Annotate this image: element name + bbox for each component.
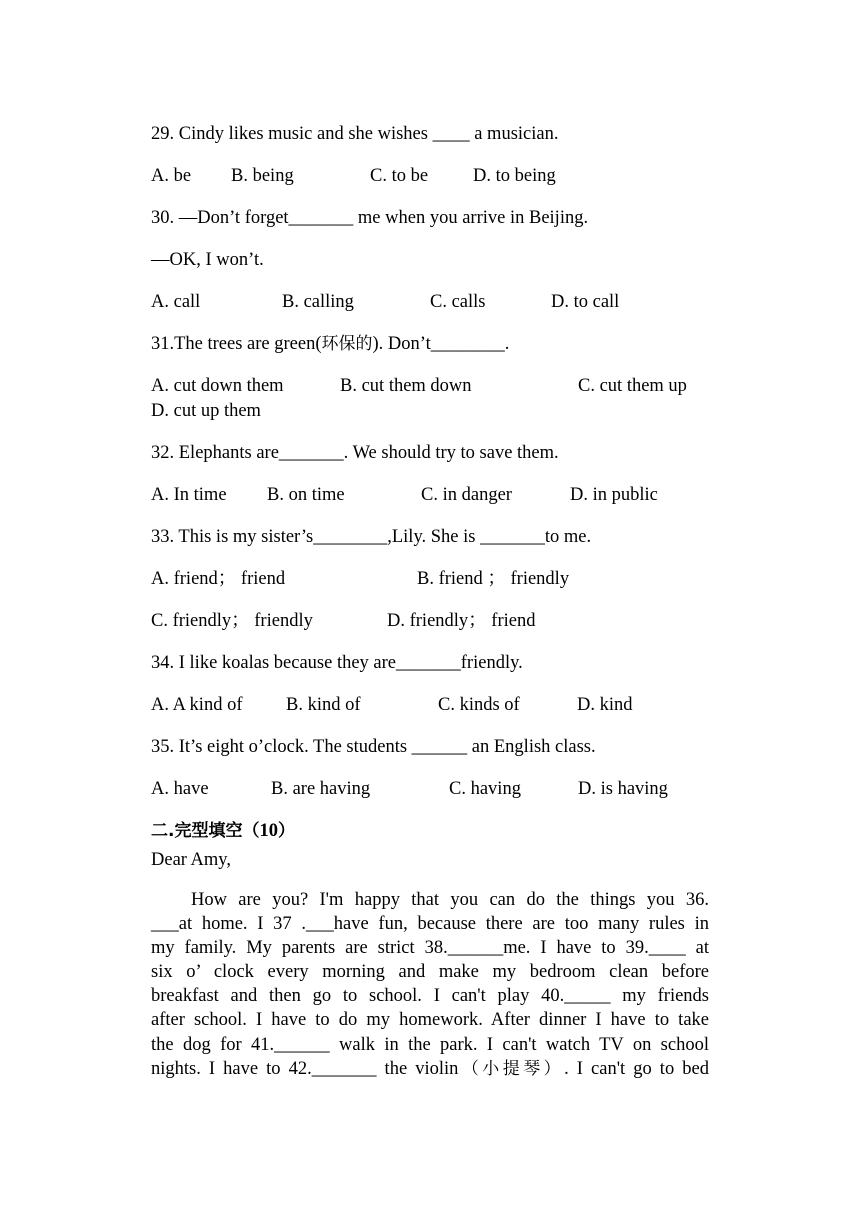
question-32-option-c: C. in danger	[421, 485, 512, 505]
letter-paragraph	[151, 888, 709, 1081]
question-33-stem: 33. This is my sister’s________,Lily. She is _______to me.	[151, 527, 592, 547]
question-30-reply: —OK, I won’t.	[151, 250, 264, 270]
question-34-option-d: D. kind	[577, 695, 633, 715]
question-35-stem: 35. It’s eight o’clock. The students ______ an English class.	[151, 737, 596, 757]
letter-line: ___at home. I 37 .___have fun, because there are too many rules in	[151, 914, 709, 935]
question-30-option-d: D. to call	[551, 292, 620, 312]
letter-last-before: nights. I have to 42._______ the violin	[151, 1058, 459, 1079]
section-title	[151, 819, 295, 843]
question-31-option-b: B. cut them down	[340, 376, 472, 396]
question-29-option-d: D. to being	[473, 166, 556, 186]
question-33-option-a: A. friend； friend	[151, 569, 286, 589]
question-35-option-c: C. having	[449, 779, 521, 799]
question-31-stem-after: ). Don’t________.	[372, 334, 510, 354]
question-29-stem: 29. Cindy likes music and she wishes ____ a musician.	[151, 124, 559, 144]
question-31-stem	[151, 332, 509, 356]
question-35-option-d: D. is having	[578, 779, 668, 799]
letter-line: six o’ clock every morning and make my bedroom clean before	[151, 962, 709, 983]
question-31-option-a: A. cut down them	[151, 376, 284, 396]
question-33-option-b: B. friend ； friendly	[417, 569, 570, 589]
question-31-option-c: C. cut them up	[578, 376, 687, 396]
question-34-option-a: A. A kind of	[151, 695, 243, 715]
question-31-option-d: D. cut up them	[151, 401, 261, 421]
question-33-option-c: C. friendly； friendly	[151, 611, 313, 631]
question-35-option-b: B. are having	[271, 779, 371, 799]
question-30-stem: 30. —Don’t forget_______ me when you arrive in Beijing.	[151, 208, 589, 228]
letter-greeting: Dear Amy,	[151, 850, 231, 870]
section-title-number: 10	[259, 821, 278, 841]
letter-line: after school. I have to do my homework. After dinner I have to take	[151, 1010, 709, 1031]
letter-line: the dog for 41.______ walk in the park. I can't watch TV on school	[151, 1034, 709, 1055]
question-35-option-a: A. have	[151, 779, 209, 799]
question-29-option-b: B. being	[231, 166, 294, 186]
question-34-stem: 34. I like koalas because they are_______friendly.	[151, 653, 523, 673]
question-32-option-d: D. in public	[570, 485, 658, 505]
document-page	[151, 0, 711, 1216]
letter-line: breakfast and then go to school. I can't play 40._____ my friends	[151, 986, 709, 1007]
question-31-stem-before: 31.The trees are green(	[151, 334, 322, 354]
question-29-option-a: A. be	[151, 166, 192, 186]
question-34-option-b: B. kind of	[286, 695, 361, 715]
section-title-cjk: 二.完型填空（	[151, 821, 260, 841]
question-29-option-c: C. to be	[370, 166, 429, 186]
question-32-stem: 32. Elephants are_______. We should try to save them.	[151, 443, 559, 463]
question-30-option-c: C. calls	[430, 292, 486, 312]
question-32-option-a: A. In time	[151, 485, 227, 505]
question-33-option-d: D. friendly； friend	[387, 611, 536, 631]
question-31-stem-cjk: 环保的	[321, 334, 373, 354]
question-34-option-c: C. kinds of	[438, 695, 520, 715]
question-30-option-b: B. calling	[282, 292, 354, 312]
section-title-close: ）	[277, 821, 295, 841]
letter-line: How are you? I'm happy that you can do the things you 36.	[191, 890, 709, 910]
letter-line-last	[151, 1057, 709, 1081]
letter-line: my family. My parents are strict 38.______me. I have to 39.____ at	[151, 938, 709, 959]
question-30-option-a: A. call	[151, 292, 201, 312]
letter-last-after: . I can't go to bed	[564, 1058, 709, 1079]
question-32-option-b: B. on time	[267, 485, 345, 505]
letter-last-cjk: （小提琴）	[458, 1058, 565, 1079]
